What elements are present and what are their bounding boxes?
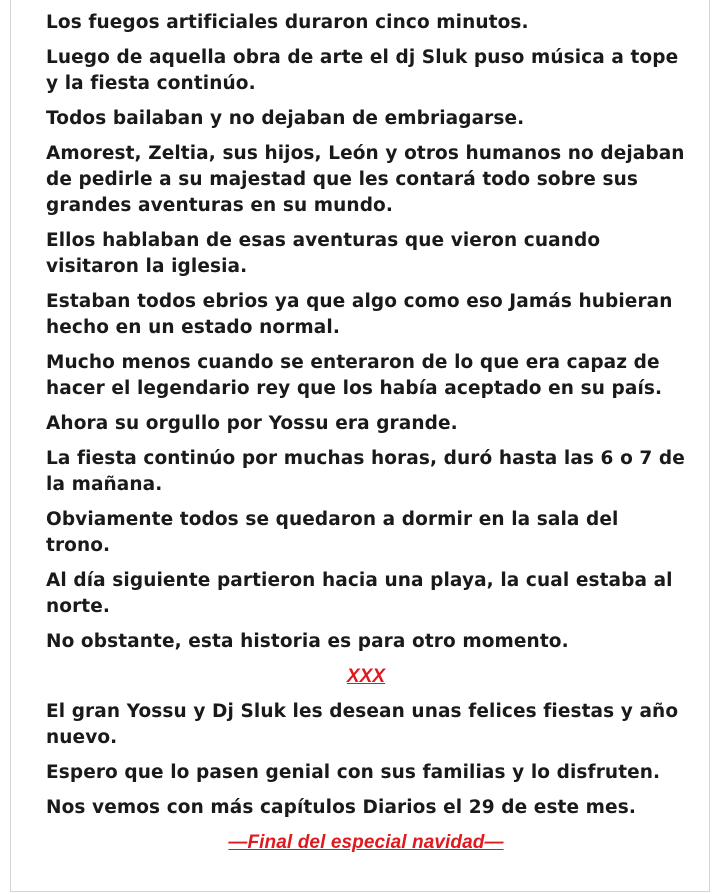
section-separator: XXX — [346, 666, 386, 687]
paragraph: Ahora su orgullo por Yossu era grande. — [46, 413, 458, 434]
document-body — [46, 10, 686, 865]
closing-paragraph: El gran Yossu y Dj Sluk les desean unas felices fiestas y año nuevo. — [46, 701, 679, 748]
paragraph: Estaban todos ebrios ya que algo como eso Jamás hubieran hecho en un estado normal. — [46, 291, 673, 338]
paragraph: Luego de aquella obra de arte el dj Sluk puso música a tope y la fiesta continúo. — [46, 47, 679, 94]
closing-paragraph: Espero que lo pasen genial con sus familias y lo disfruten. — [46, 762, 661, 783]
paragraph: Ellos hablaban de esas aventuras que vieron cuando visitaron la iglesia. — [46, 230, 601, 277]
paragraph: Amorest, Zeltia, sus hijos, León y otros humanos no dejaban de pedirle a su majestad que les contará todo sobre sus grandes aventuras en su mundo. — [46, 143, 685, 216]
paragraph: Obviamente todos se quedaron a dormir en la sala del trono. — [46, 509, 619, 556]
paragraph: Todos bailaban y no dejaban de embriagarse. — [46, 108, 525, 129]
paragraph: Al día siguiente partieron hacia una playa, la cual estaba al norte. — [46, 570, 673, 617]
final-title: —Final del especial navidad— — [228, 832, 504, 853]
paragraph: Los fuegos artificiales duraron cinco minutos. — [46, 12, 529, 33]
paragraph: La fiesta continúo por muchas horas, duró hasta las 6 o 7 de la mañana. — [46, 448, 685, 495]
closing-paragraph: Nos vemos con más capítulos Diarios el 29 de este mes. — [46, 797, 636, 818]
paragraph: Mucho menos cuando se enteraron de lo que era capaz de hacer el legendario rey que los había aceptado en su país. — [46, 352, 663, 399]
document-page — [10, 0, 710, 892]
paragraph: No obstante, esta historia es para otro momento. — [46, 631, 569, 652]
